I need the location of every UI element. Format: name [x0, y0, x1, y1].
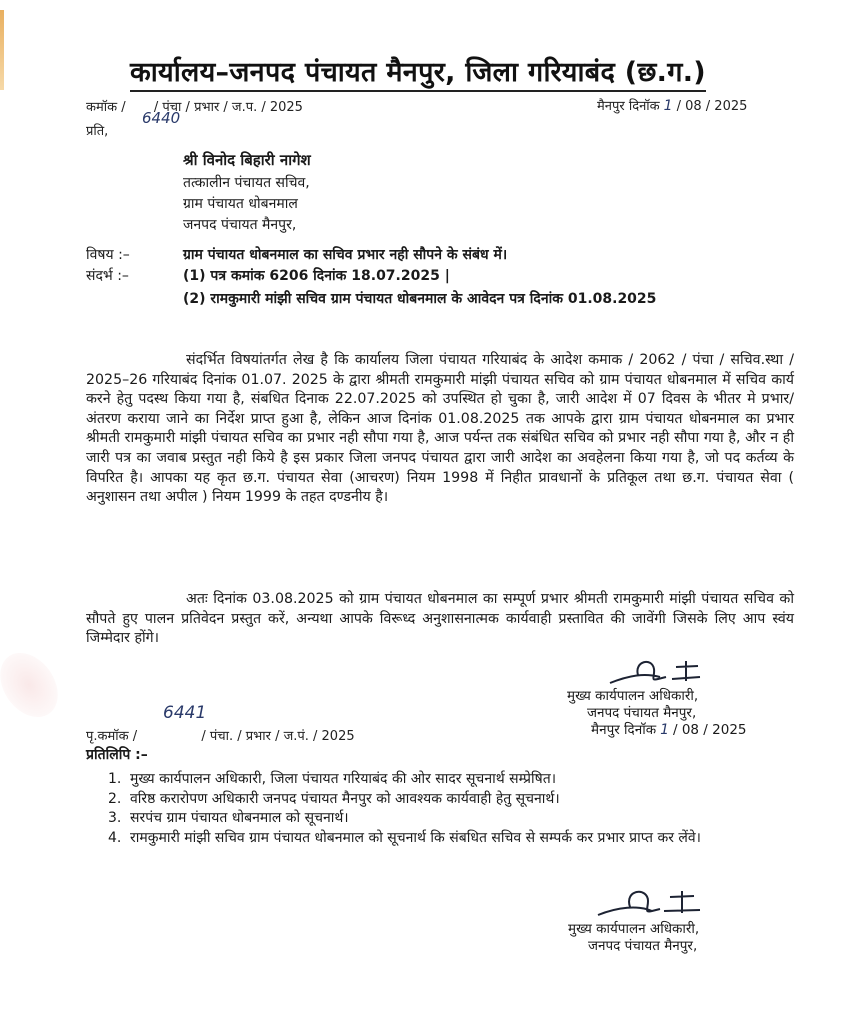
scan-smudge	[0, 642, 70, 728]
copy-to-label: प्रतिलिपि :–	[86, 747, 148, 763]
scan-edge	[0, 10, 4, 90]
signatory-title: मुख्य कार्यपालन अधिकारी,	[568, 921, 700, 937]
reference-item: (2) रामकुमारी मांझी सचिव ग्राम पंचायत धोबनमाल के आवेदन पत्र दिनांक 01.08.2025	[183, 291, 657, 307]
item-text: रामकुमारी मांझी सचिव ग्राम पंचायत धोबनमाल को सूचनार्थ कि संबधित सचिव से सम्पर्क कर प्रभार प्राप्त कर लेंवे।	[130, 829, 701, 846]
handwritten-day: 1	[660, 722, 669, 738]
copy-to-item	[108, 770, 798, 790]
item-text: सरपंच ग्राम पंचायत धोबनमाल को सूचनार्थ।	[130, 810, 349, 826]
subject-label: विषय :–	[86, 247, 130, 263]
signatory-office: जनपद पंचायत मैनपुर,	[588, 938, 698, 954]
body-paragraph-2-text: अतः दिनांक 03.08.2025 को ग्राम पंचायत धोबनमाल का सम्पूर्ण प्रभार श्रीमती रामकुमारी मांझी पंचायत सचिव को सौपते हुए पालन प्रतिवेदन प्रस्तुत करें, अन्यथा आपके विरूध्द अनुशासनात्मक कार्यवाही प्रस्तावित की जावेंगी जिसके लिए आप स्वंय जिम्मेदार होंगे।	[86, 591, 794, 647]
date-rest: / 08 / 2025	[676, 99, 748, 114]
copy-to-item	[108, 790, 798, 810]
addressee-line: तत्कालीन पंचायत सचिव,	[183, 175, 310, 191]
signature-block-1	[567, 688, 827, 739]
item-number: 3.	[108, 810, 122, 826]
addressee-line: जनपद पंचायत मैनपुर,	[183, 217, 297, 233]
handwritten-endorsement-number: 6441	[163, 703, 207, 723]
copy-to-item	[108, 829, 798, 849]
letter-number-suffix: / पंचा / प्रभार / ज.प. / 2025	[153, 100, 303, 115]
letter-date	[597, 96, 747, 114]
copy-to-list	[108, 770, 798, 848]
handwritten-letter-number: 6440	[142, 109, 181, 127]
signature-date	[567, 722, 827, 739]
subject-text: ग्राम पंचायत धोबनमाल का सचिव प्रभार नही सौपने के संबंध में।	[183, 247, 508, 263]
endorsement-number-line	[86, 726, 355, 744]
handwritten-day: 1	[663, 98, 673, 114]
addressee-line: ग्राम पंचायत धोबनमाल	[183, 196, 298, 212]
office-letterhead-title: कार्यालय–जनपद पंचायत मैनपुर, जिला गरियाबंद (छ.ग.)	[130, 52, 706, 92]
addressee-name: श्री विनोद बिहारी नागेश	[183, 151, 311, 169]
signatory-office: जनपद पंचायत मैनपुर,	[587, 705, 697, 721]
item-number: 1.	[108, 771, 122, 787]
item-number: 2.	[108, 790, 122, 807]
item-number: 4.	[108, 829, 122, 846]
body-paragraph-1	[86, 351, 794, 508]
letter-number-prefix: कमॉक /	[86, 100, 126, 115]
date-rest: / 08 / 2025	[673, 722, 747, 738]
signatory-title: मुख्य कार्यपालन अधिकारी,	[567, 688, 699, 704]
signature-mark	[590, 885, 710, 925]
reference-item: (1) पत्र कमांक 6206 दिनांक 18.07.2025 |	[183, 268, 450, 284]
place-date-label: मैनपुर दिनॉक	[597, 99, 660, 114]
item-text: मुख्य कार्यपालन अधिकारी, जिला पंचायत गरियाबंद की ओर सादर सूचनार्थ सम्प्रेषित।	[130, 771, 557, 787]
endorsement-prefix: पृ.कमॉक /	[86, 729, 138, 744]
reference-label: संदर्भ :–	[86, 268, 129, 284]
body-paragraph-1-text: संदर्भित विषयांतर्गत लेख है कि कार्यालय जिला पंचायत गरियाबंद के आदेश कमाक / 2062 / पंचा / सचिव.स्था / 2025–26 गरियाबंद दिनांक 01.07. 2025 के द्वारा श्रीमती रामकुमारी मांझी पंचायत सचिव को ग्राम पंचायत धोबनमाल में सचिव कार्य करने हेतु पदस्थ किया गया है, संबधित दिनाक 22.07.2025 को उपस्थित हो चुका है, जारी आदेश में 07 दिवस के भीतर मे प्रभार/अंतरण कराया जाने का निर्देश प्राप्त हुआ है, लेकिन आज दिनांक 01.08.2025 तक आपके द्वारा ग्राम पंचायत धोबनमाल का प्रभार श्रीमती रामकुमारी मांझी पंचायत सचिव का प्रभार नही सौपा गया है, आज पर्यन्त तक संबंधित सचिव को प्रभार नही सौपा गया है, और न ही जारी पत्र का जवाब प्रस्तुत नही किये है इस प्रकार जिला जनपद पंचायत द्वारा जारी आदेश का अवहेलना किया गया है, जो पद कर्तव्य के विपरित है। आपका यह कृत छ.ग. पंचायत सेवा (आचरण) नियम 1998 में निहीत प्रावधानों के प्रतिकूल तथा छ.ग. पंचायत सेवा ( अनुशासन तथा अपील ) नियम 1999 के तहत दण्डनीय है।	[86, 352, 794, 506]
item-text: वरिष्ठ करारोपण अधिकारी जनपद पंचायत मैनपुर को आवश्यक कार्यवाही हेतु सूचनार्थ।	[130, 790, 560, 807]
body-paragraph-2	[86, 590, 794, 649]
endorsement-suffix: / पंचा. / प्रभार / ज.पं. / 2025	[201, 729, 355, 744]
copy-to-item	[108, 809, 798, 829]
signature-block-2	[568, 921, 828, 955]
place-date-label: मैनपुर दिनॉक	[591, 722, 657, 738]
letter-number-line	[86, 97, 303, 115]
to-label: प्रति,	[86, 124, 109, 139]
